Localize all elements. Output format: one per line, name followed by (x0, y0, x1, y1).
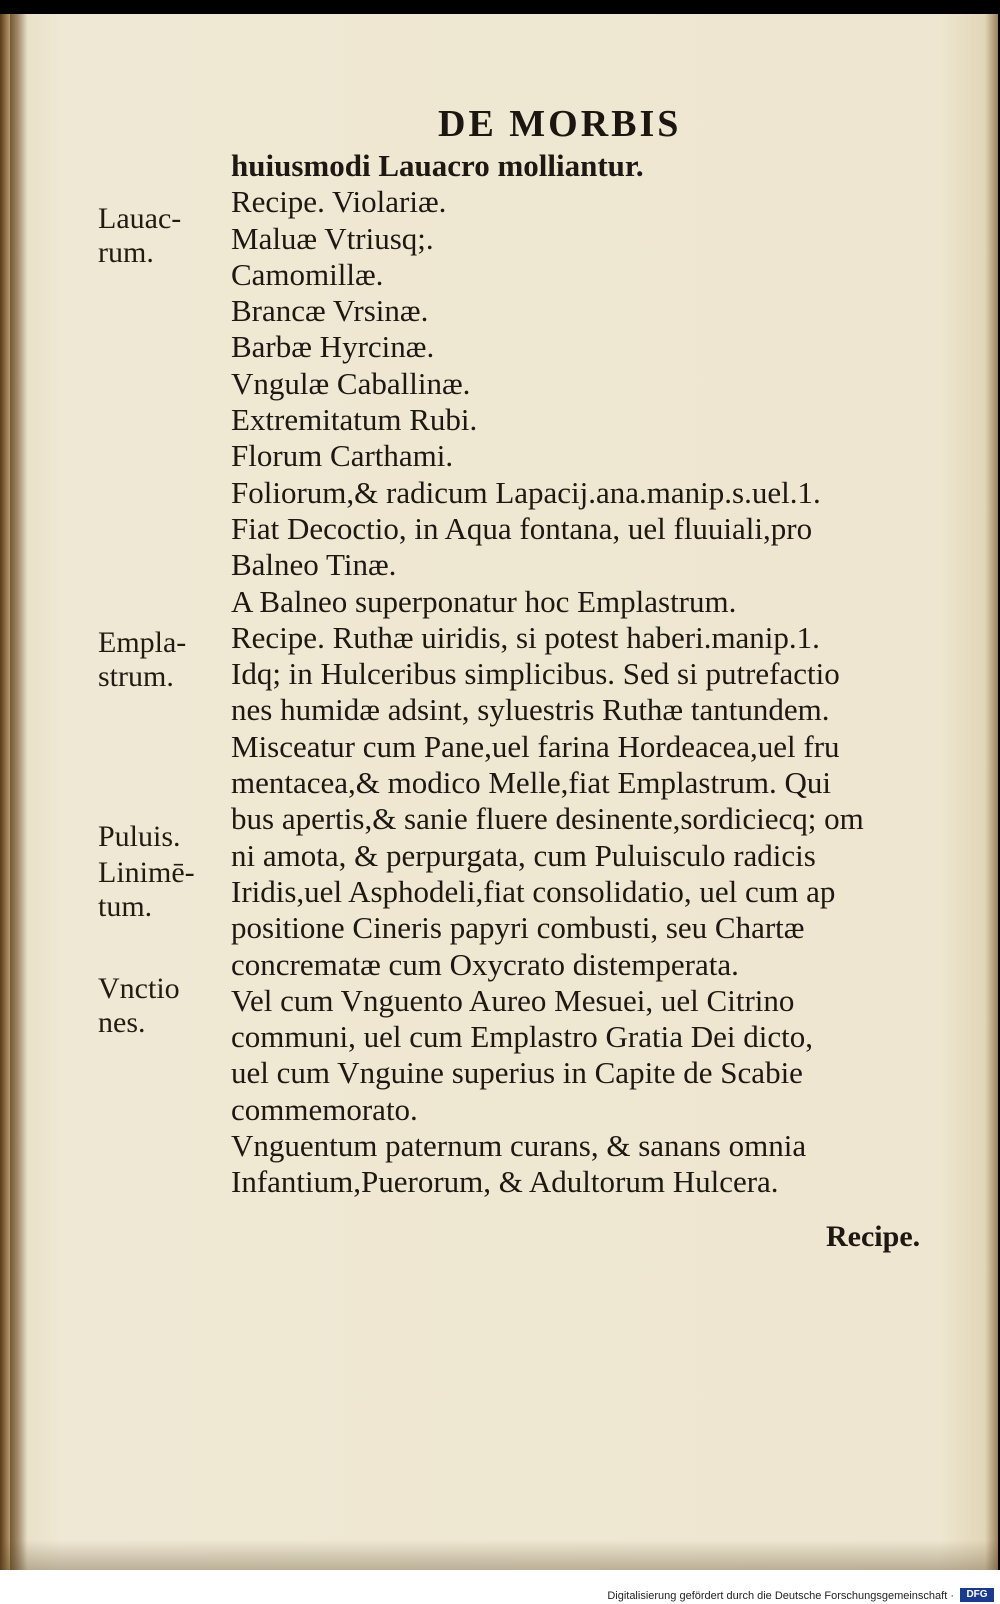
text-line: Camomillæ. (231, 256, 384, 292)
text-line: Florum Carthami. (231, 438, 454, 474)
text-line: Iridis,uel Asphodeli,fiat consolidatio, uel cum ap (231, 873, 836, 909)
text-line: Idq; in Hulceribus simplicibus. Sed si putrefactio (231, 656, 840, 692)
text-line: Recipe. Ruthæ uiridis, si potest haberi.manip.1. (231, 619, 820, 655)
text-line: positione Cineris papyri combusti, seu Chartæ (231, 910, 805, 946)
marginal-note-text: Linimē- tum. (98, 856, 195, 923)
text-line: Fiat Decoctio, in Aqua fontana, uel fluuiali,pro (231, 510, 813, 546)
marginal-note-puluis (98, 820, 181, 854)
text-line: communi, uel cum Emplastro Gratia Dei dicto, (231, 1019, 813, 1055)
marginal-note-text: Empla- strum. (98, 626, 187, 693)
text-line: Vel cum Vnguento Aureo Mesuei, uel Citrino (231, 982, 795, 1018)
marginal-note-linimentum (98, 856, 195, 924)
text-line: A Balneo superponatur hoc Emplastrum. (231, 583, 737, 619)
digitization-footer (0, 1570, 1000, 1604)
book-page (0, 14, 998, 1570)
text-line: Brancæ Vrsinæ. (231, 293, 429, 329)
marginal-note-emplastrum (98, 626, 186, 694)
text-line: Foliorum,& radicum Lapacij.ana.manip.s.uel.1. (231, 474, 821, 510)
dfg-logo-icon: DFG (960, 1588, 994, 1602)
text-line: bus apertis,& sanie fluere desinente,sordiciecq; om (231, 801, 864, 837)
text-line: mentacea,& modico Melle,fiat Emplastrum. Qui (231, 765, 832, 801)
text-line: Extremitatum Rubi. (231, 402, 478, 438)
text-line: Infantium,Puerorum, & Adultorum Hulcera. (231, 1164, 779, 1200)
marginal-note-text: Vnctio nes. (98, 972, 180, 1039)
marginal-note-text: Puluis. (98, 820, 181, 853)
text-line: Barbæ Hyrcinæ. (231, 329, 435, 365)
text-line: concrematæ cum Oxycrato distemperata. (231, 946, 739, 982)
text-line: commemorato. (231, 1091, 418, 1127)
text-line: Balneo Tinæ. (231, 547, 397, 583)
footer-credit: Digitalisierung gefördert durch die Deutsche Forschungsgemeinschaft · (607, 1590, 954, 1602)
text-line: Recipe. Violariæ. (231, 184, 447, 220)
text-line: Vngulæ Caballinæ. (231, 365, 471, 401)
text-line: uel cum Vnguine superius in Capite de Scabie (231, 1055, 803, 1091)
text-line: nes humidæ adsint, syluestris Ruthæ tantundem. (231, 692, 830, 728)
catchword: Recipe. (826, 1220, 921, 1253)
text-line: ni amota, & perpurgata, cum Puluisculo radicis (231, 837, 816, 873)
marginal-note-unctiones (98, 972, 180, 1040)
text-line: Misceatur cum Pane,uel farina Hordeacea,uel fru (231, 728, 840, 764)
text-line: Vnguentum paternum curans, & sanans omnia (231, 1128, 807, 1164)
text-line: Maluæ Vtriusq;. (231, 220, 434, 256)
marginal-note-lauacrum (98, 202, 181, 270)
text-line: huiusmodi Lauacro molliantur. (231, 148, 644, 183)
main-text (231, 148, 951, 1201)
marginal-note-text: Lauac- rum. (98, 202, 182, 269)
running-head: DE MORBIS (438, 103, 682, 145)
